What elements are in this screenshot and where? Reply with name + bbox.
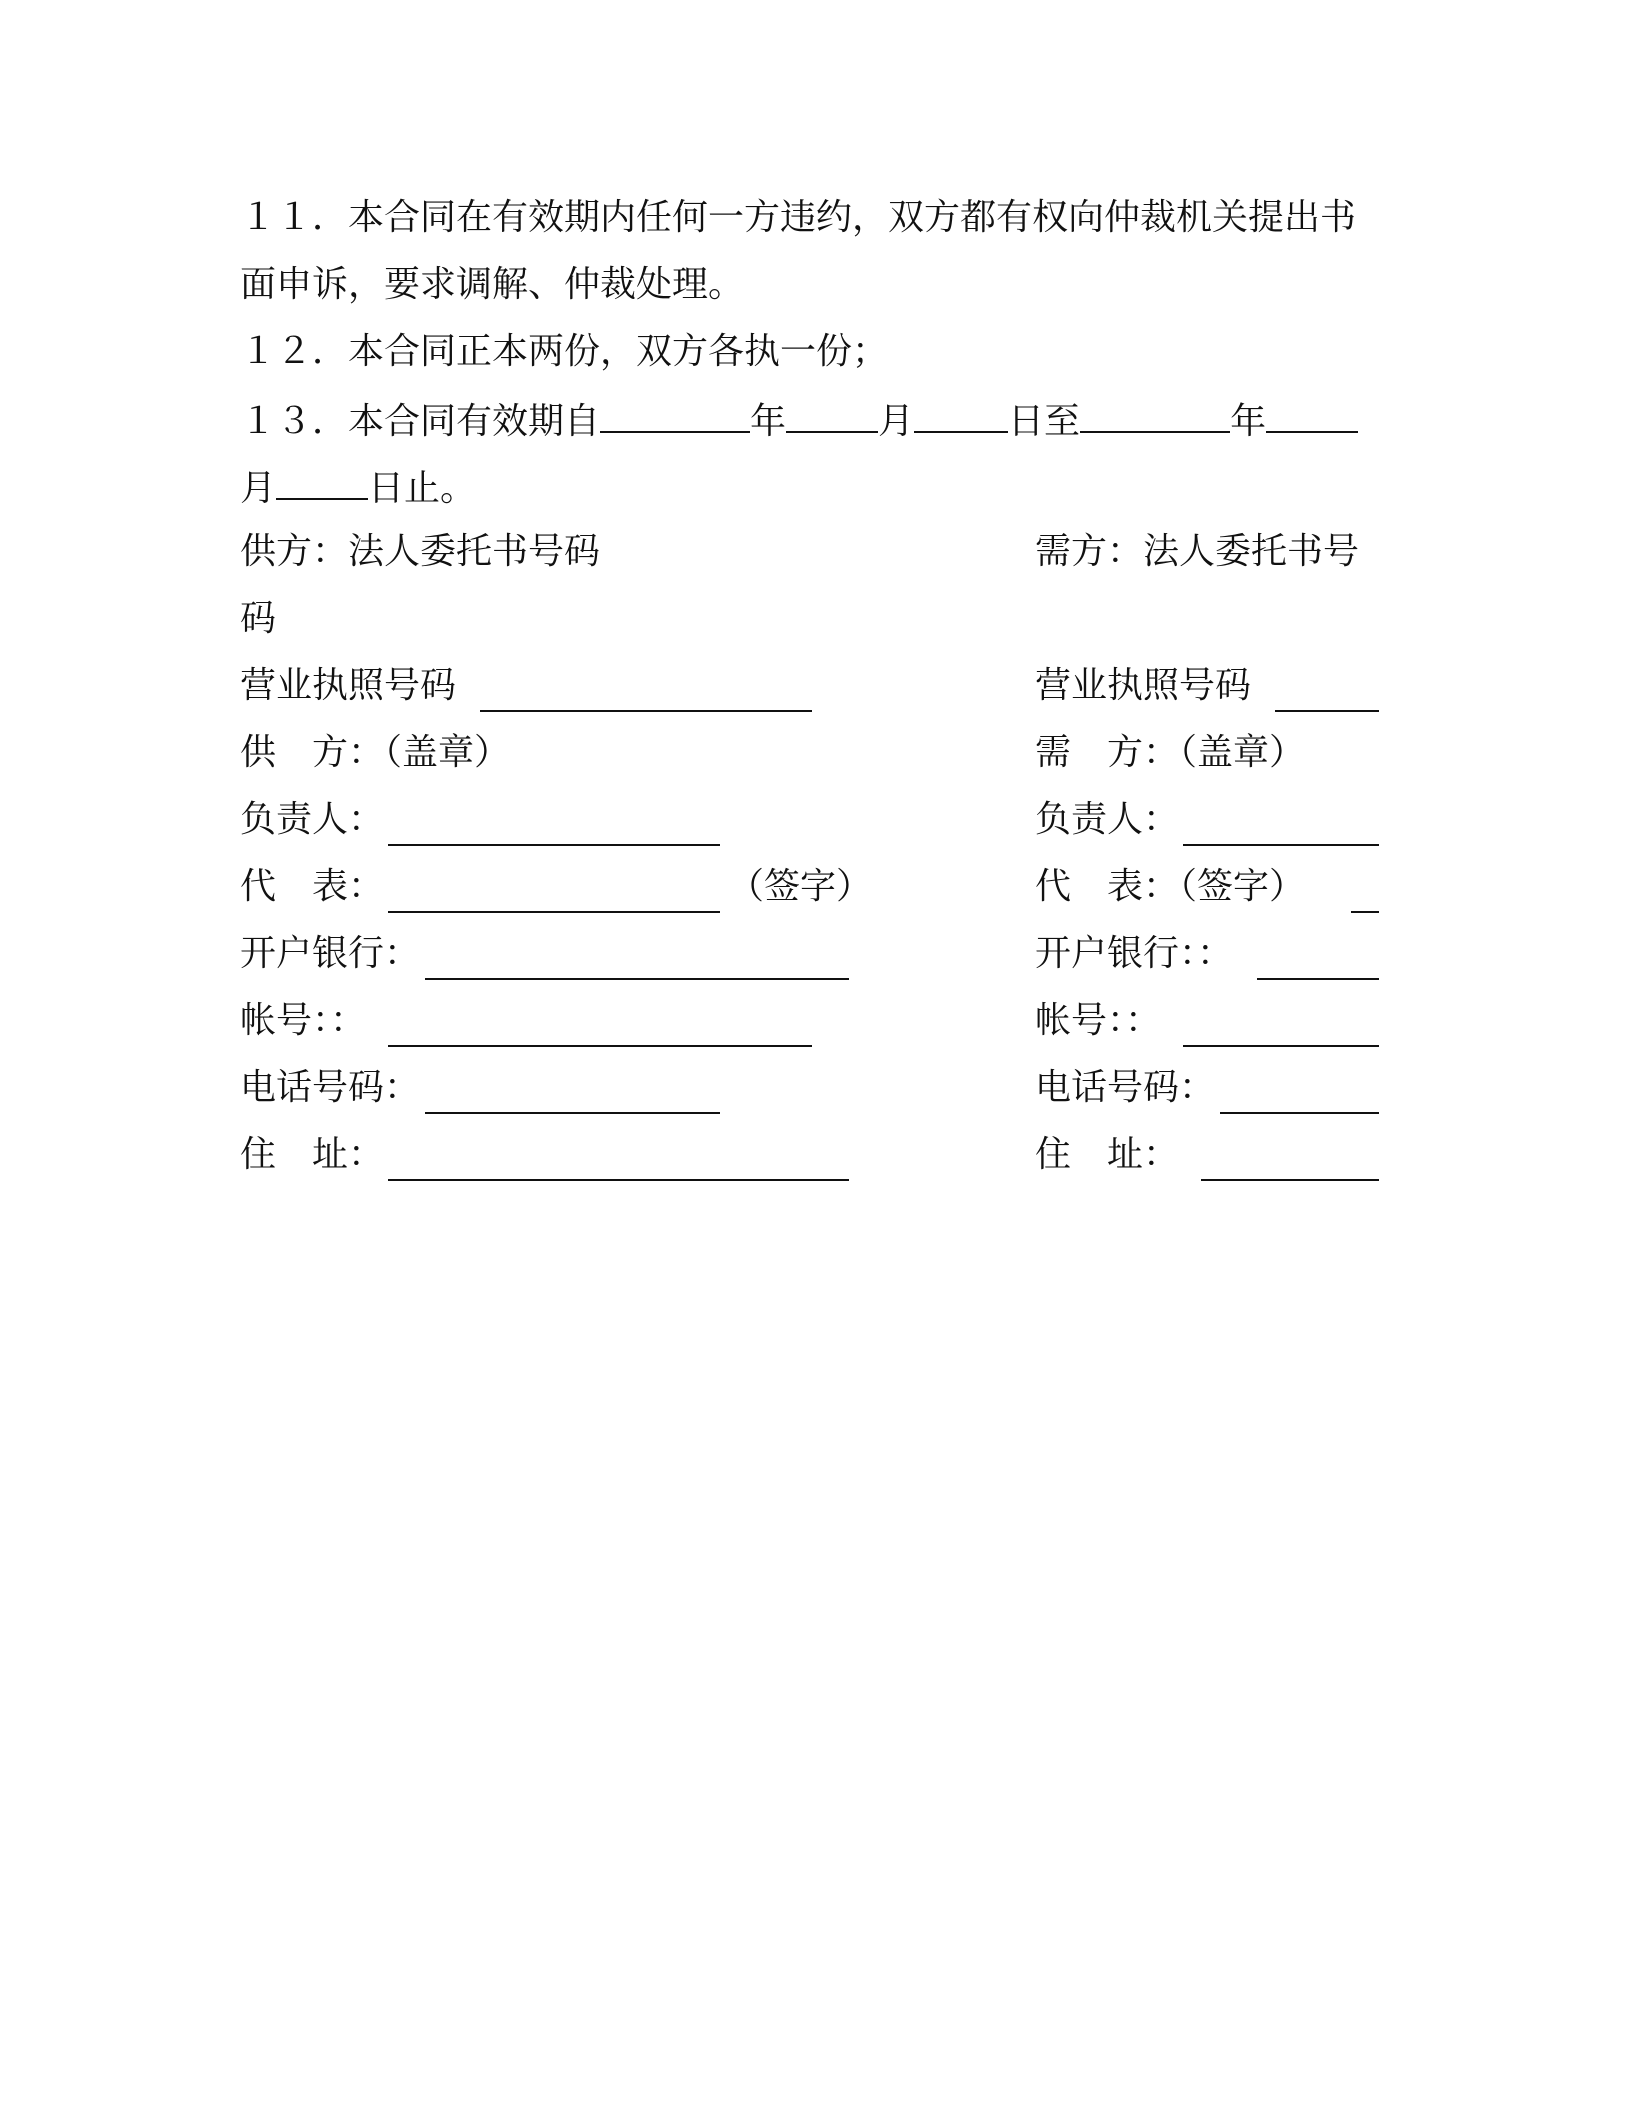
supplier-principal-field[interactable] [388,844,720,846]
supplier-bank-label: 开户银行： [240,933,421,974]
end-month-field[interactable] [1266,393,1358,433]
buyer-bank-label: 开户银行：： [1035,933,1234,974]
buyer-account-label: 帐号：： [1035,1000,1162,1041]
buyer-auth-label-wrap: 码 [240,598,277,639]
clause-13-prefix: １３．本合同有效期自 [240,401,601,442]
buyer-phone-label: 电话号码： [1035,1067,1216,1108]
supplier-auth-label: 供方：法人委托书号码 [240,531,601,572]
supplier-license-field[interactable] [480,710,812,712]
year-label-2: 年 [1230,401,1267,442]
supplier-rep-label: 代 表： [240,866,385,907]
supplier-phone-label: 电话号码： [240,1067,421,1108]
buyer-address-field[interactable] [1201,1179,1379,1181]
day-end-label: 日止。 [368,468,477,509]
supplier-principal-label: 负责人： [240,799,385,840]
buyer-bank-field[interactable] [1257,978,1379,980]
supplier-address-label: 住 址： [240,1134,385,1175]
month-label-2: 月 [240,468,277,509]
buyer-license-label: 营业执照号码 [1035,665,1252,706]
supplier-rep-field[interactable] [388,911,720,913]
buyer-account-field[interactable] [1183,1045,1379,1047]
buyer-seal-label: 需 方：（盖章） [1035,732,1306,773]
end-year-field[interactable] [1080,393,1230,433]
buyer-principal-field[interactable] [1183,844,1379,846]
supplier-account-field[interactable] [388,1045,812,1047]
buyer-principal-label: 负责人： [1035,799,1180,840]
supplier-account-label: 帐号：： [240,1000,367,1041]
buyer-phone-field[interactable] [1220,1112,1379,1114]
supplier-address-field[interactable] [388,1179,849,1181]
clause-11-line-2: 面申诉，要求调解、仲裁处理。 [240,264,745,305]
supplier-phone-field[interactable] [425,1112,720,1114]
buyer-license-field[interactable] [1275,710,1379,712]
start-day-field[interactable] [914,393,1008,433]
clause-12: １２．本合同正本两份，双方各执一份； [240,331,889,372]
buyer-auth-label: 需方：法人委托书号 [1035,531,1360,572]
supplier-seal-label: 供 方：（盖章） [240,732,511,773]
buyer-address-label: 住 址： [1035,1134,1180,1175]
month-label: 月 [878,401,915,442]
clause-13-line-1 [240,393,1358,447]
supplier-bank-field[interactable] [425,978,849,980]
buyer-rep-field[interactable] [1351,911,1379,913]
end-day-field[interactable] [276,460,368,500]
clause-13-line-2 [240,460,476,514]
supplier-license-label: 营业执照号码 [240,665,457,706]
start-month-field[interactable] [786,393,878,433]
year-label: 年 [750,401,787,442]
supplier-sign-label: （签字） [728,866,873,907]
start-year-field[interactable] [600,393,750,433]
day-until-label: 日至 [1008,401,1081,442]
buyer-rep-label: 代 表：（签字） [1035,866,1306,907]
clause-11-line-1: １１．本合同在有效期内任何一方违约，双方都有权向仲裁机关提出书 [240,197,1357,238]
